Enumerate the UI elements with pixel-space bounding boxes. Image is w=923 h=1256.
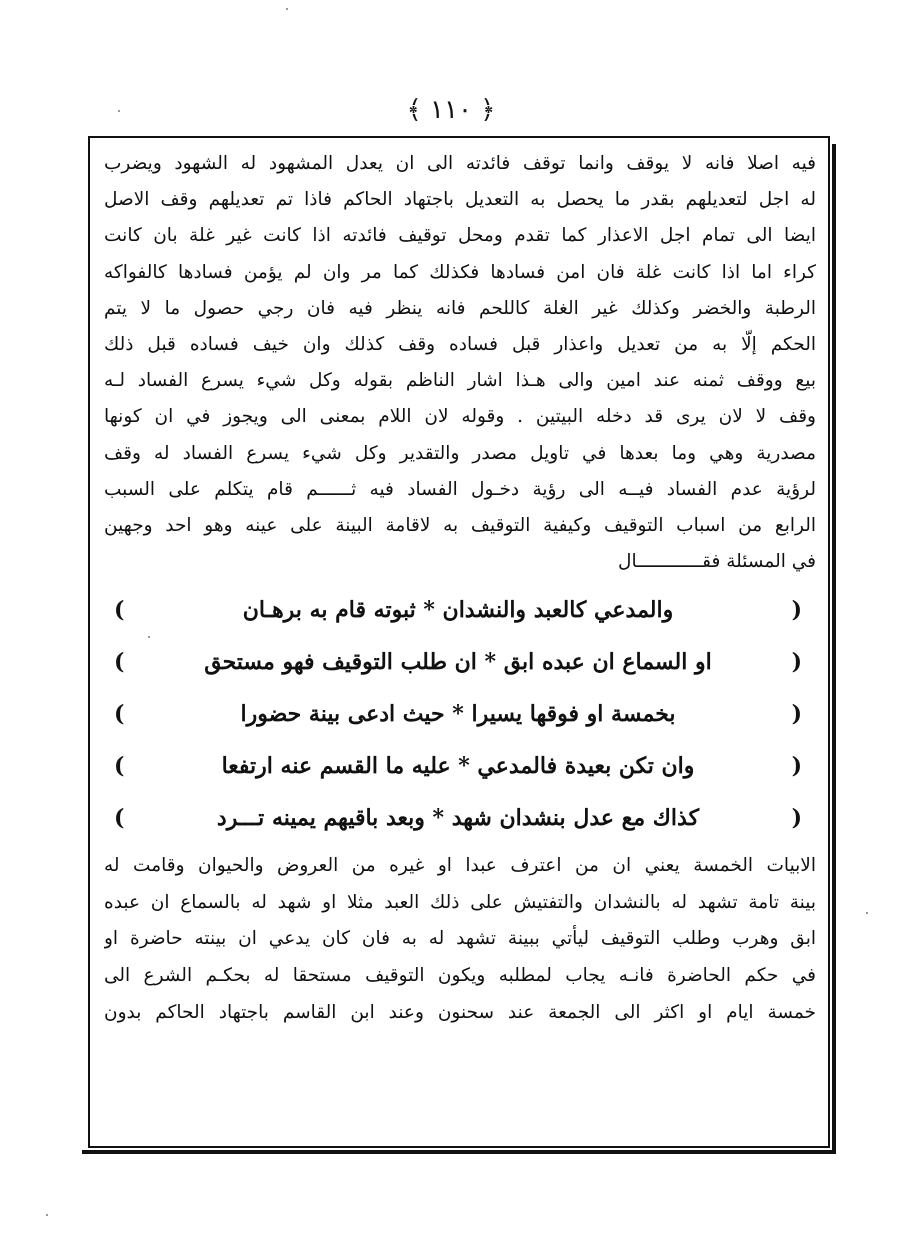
text-line: خمسة ايام او اكثر الى الجمعة عند سحنون وعند ابن القاسم باجتهاد الحاكم بدون <box>104 1001 816 1023</box>
verse-line <box>104 740 816 792</box>
text-line: ابق وهرب وطلب التوقيف ليأتي ببينة تشهد له به فان كان يدعي ان بينته حاضرة او <box>104 928 816 950</box>
verse-text: وان تكن بعيدة فالمدعي * عليه ما القسم عنه ارتفعا <box>221 753 695 780</box>
text-line: له اجل لتعديلهم بقدر ما يحصل به التعديل باجتهاد الحاكم فاذا تم تعديلهم وقف الاصل <box>104 189 816 211</box>
verse-line <box>104 792 816 844</box>
text-line: مصدرية وهي وما بعدها في تاويل مصدر والتقدير وكل شيء يسرع الفساد له وقف <box>104 442 816 464</box>
paragraph-2 <box>104 848 816 1031</box>
paren-open: ( <box>791 805 802 832</box>
paragraph-1 <box>104 146 816 580</box>
paren-open: ( <box>791 753 802 780</box>
text-line: لرؤية عدم الفساد فيــه الى رؤية دخـول الفساد فيه ثــــــم قام يتكلم على السبب <box>104 478 816 500</box>
verse-block <box>104 584 816 844</box>
paren-close: ) <box>114 649 125 676</box>
text-line: الحكم إلّا به من تعديل واعذار قبل فساده وقف كذلك وان خيف فساده قبل ذلك <box>104 333 816 355</box>
paren-close: ) <box>114 753 125 780</box>
scan-speck <box>286 8 288 10</box>
text-line: الابيات الخمسة يعني ان من اعترف عبدا او غيره من العروض والحيوان وقامت له <box>104 855 816 877</box>
paren-close: ) <box>114 701 125 728</box>
paren-open: ( <box>791 597 802 624</box>
verse-line <box>104 636 816 688</box>
text-line: وقف لا لان يرى قد دخله البيتين . وقوله لان اللام بمعنى الى ويجوز في ان كونها <box>104 406 816 428</box>
text-line: في حكم الحاضرة فانـه يجاب لمطلبه ويكون التوقيف مستحقا له بحكـم الشرع الى <box>104 965 816 987</box>
text-line: الرابع من اسباب التوقيف وكيفية التوقيف به لاقامة البينة على عينه وهو احد وجهين <box>104 514 816 536</box>
verse-text: بخمسة او فوقها يسيرا * حيث ادعى بينة حضورا <box>240 701 676 728</box>
verse-text: كذاك مع عدل بنشدان شهد * وبعد باقيهم يمينه تـــرد <box>216 805 700 832</box>
page-number: ﴿ ١١٠ ﴾ <box>406 95 496 125</box>
scan-speck <box>46 1214 48 1216</box>
text-line: فيه اصلا فانه لا يوقف وانما توقف فائدته الى ان يعدل المشهود له الشهود ويضرب <box>104 153 816 174</box>
verse-line <box>104 688 816 740</box>
text-line: ايضا الى تمام اجل الاعذار كما تقدم ومحل توقيف فائدته اذا كانت غير غلة بان كانت <box>104 225 816 247</box>
text-line: بينة تامة تشهد له بالنشدان والتفتيش على ذلك العبد مثلا او شهد له بالسماع ان عبده <box>104 891 816 913</box>
text-line: بيع ووقف ثمنه عند امين والى هـذا اشار الناظم بقوله وكل شيء يسرع الفساد لـه <box>104 370 816 392</box>
page-body <box>104 146 816 1031</box>
verse-line <box>104 584 816 636</box>
paren-close: ) <box>114 805 125 832</box>
paren-open: ( <box>791 701 802 728</box>
text-line: الرطبة والخضر وكذلك غير الغلة كاللحم فانه ينظر فيه فان رجي حصول ما لا يتم <box>104 297 816 319</box>
verse-text: او السماع ان عبده ابق * ان طلب التوقيف فهو مستحق <box>204 649 712 676</box>
paren-close: ) <box>114 597 125 624</box>
paren-open: ( <box>791 649 802 676</box>
text-line: كراء اما اذا كانت غلة فان امن فسادها فكذلك كما مر وان لم يؤمن فسادها كالفواكه <box>104 261 816 283</box>
scan-speck <box>866 912 868 914</box>
text-line: في المسئلة فقــــــــــــال <box>618 551 816 573</box>
verse-text: والمدعي كالعبد والنشدان * ثبوته قام به برهـان <box>242 597 674 624</box>
scan-speck <box>118 110 120 112</box>
